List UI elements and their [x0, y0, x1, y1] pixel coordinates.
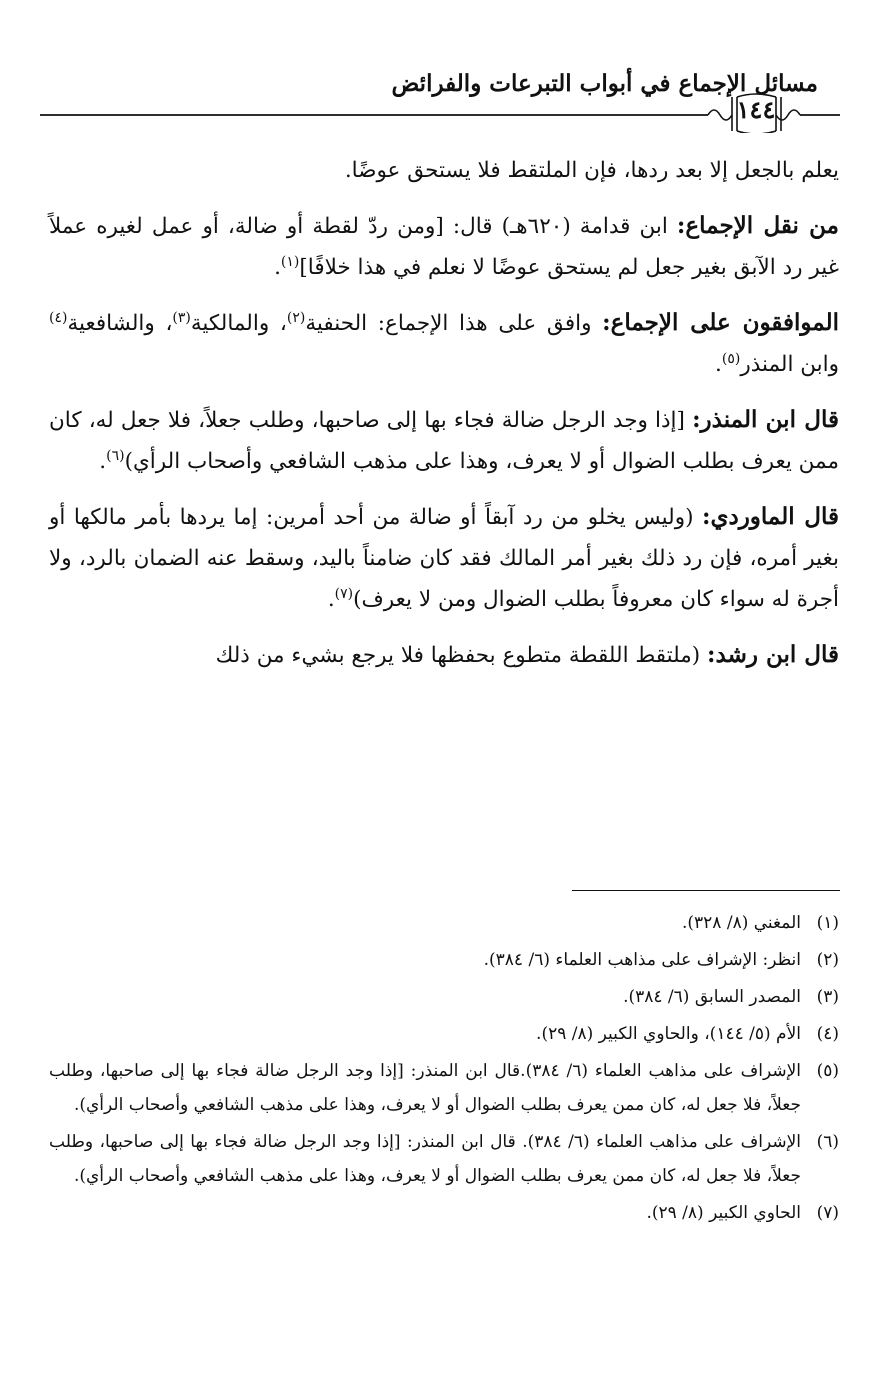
paragraph	[49, 634, 839, 676]
paragraph-text: وابن المنذر	[740, 352, 839, 377]
footnote-item	[49, 1054, 839, 1122]
footnote-ref[interactable]: (٤)	[49, 309, 68, 326]
footnote-text: المغني (٨/ ٣٢٨).	[681, 913, 801, 933]
section-lead: قال الماوردي:	[701, 503, 839, 530]
footnote-text: المصدر السابق (٦/ ٣٨٤).	[623, 987, 801, 1007]
footnote-number: (٧)	[816, 1203, 839, 1223]
footnote-number: (٥)	[816, 1061, 839, 1081]
footnote-number: (٤)	[816, 1024, 839, 1044]
footnote-ref[interactable]: (٥)	[721, 350, 741, 367]
footnote-item	[49, 1125, 839, 1193]
paragraph	[49, 302, 839, 385]
paragraph-end: .	[274, 255, 281, 280]
paragraph-text: [إذا وجد الرجل ضالة فجاء بها إلى صاحبها، وطلب جعلاً، فلا جعل له، كان ممن يعرف بطلب الضوال أو لا يعرف، وهذا على مذهب الشافعي وأصحاب الرأي)	[49, 408, 839, 474]
paragraph-text: وافق على هذا الإجماع: الحنفية	[305, 311, 603, 336]
footnote-ref[interactable]: (٣)	[172, 309, 191, 326]
running-title: مسائل الإجماع في أبواب التبرعات والفرائض	[391, 70, 818, 97]
page-number: ١٤٤	[736, 95, 776, 124]
footnote-text: الإشراف على مذاهب العلماء (٦/ ٣٨٤).قال ابن المنذر: [إذا وجد الرجل ضالة فجاء بها إلى صاحبها، وطلب جعلاً، فلا جعل له، كان ممن يعرف بطلب الضوال أو لا يعرف، وهذا على مذهب الشافعي وأصحاب الرأي).	[49, 1061, 801, 1115]
section-lead: قال ابن المنذر:	[692, 406, 839, 433]
footnote-ref[interactable]: (٢)	[286, 309, 306, 326]
footnote-number: (٦)	[816, 1132, 839, 1152]
footnote-divider	[572, 890, 840, 891]
footnote-item	[49, 1196, 839, 1230]
section-lead: الموافقون على الإجماع:	[602, 309, 840, 336]
footnote-ref[interactable]: (٦)	[106, 447, 125, 464]
main-text	[49, 150, 839, 690]
paragraph-end: .	[327, 587, 335, 612]
footnote-ref[interactable]: (٧)	[334, 585, 354, 602]
paragraph-text: ابن قدامة (٦٢٠هـ) قال: [ومن ردّ لقطة أو ضالة، أو عمل لغيره عملاً غير رد الآبق بغير جعل لم يستحق عوضًا لا نعلم في هذا خلافًا]	[49, 214, 839, 280]
paragraph-text: (وليس يخلو من رد آبقاً أو ضالة من أحد أمرين: إما يردها بأمر مالكها أو بغير أمره، فإن رد ذلك بغير أمر المالك فقد كان ضامناً باليد، وسقط عنه الضمان بالرد، ولا أجرة له سواء كان معروفاً بطلب الضوال ومن لا يعرف)	[49, 505, 839, 612]
footnote-item	[49, 906, 839, 940]
footnote-item	[49, 1017, 839, 1051]
footnote-item	[49, 943, 839, 977]
paragraph-end: .	[715, 352, 722, 377]
footnote-number: (١)	[816, 913, 839, 933]
paragraph	[49, 496, 839, 620]
paragraph-text: ، والمالكية	[190, 311, 287, 336]
section-lead: من نقل الإجماع:	[676, 212, 840, 239]
footnote-item	[49, 980, 839, 1014]
footnote-text: انظر: الإشراف على مذاهب العلماء (٦/ ٣٨٤).	[483, 950, 801, 970]
footnote-text: الأم (٥/ ١٤٤)، والحاوي الكبير (٨/ ٢٩).	[536, 1024, 801, 1044]
paragraph-text: ، والشافعية	[67, 311, 173, 336]
paragraph-text: يعلم بالجعل إلا بعد ردها، فإن الملتقط فلا يستحق عوضًا.	[344, 158, 839, 183]
footnotes	[49, 906, 839, 1233]
paragraph-text: (ملتقط اللقطة متطوع بحفظها فلا يرجع بشيء من ذلك	[215, 643, 708, 668]
footnote-ref[interactable]: (١)	[280, 253, 300, 270]
paragraph	[49, 205, 839, 288]
footnote-text: الإشراف على مذاهب العلماء (٦/ ٣٨٤). قال ابن المنذر: [إذا وجد الرجل ضالة فجاء بها إلى صاحبها، وطلب جعلاً، فلا جعل له، كان ممن يعرف بطلب الضوال أو لا يعرف، وهذا على مذهب الشافعي وأصحاب الرأي).	[49, 1132, 801, 1186]
footnote-number: (٣)	[816, 987, 839, 1007]
paragraph	[49, 399, 839, 482]
paragraph	[49, 150, 839, 191]
footnote-number: (٢)	[816, 950, 839, 970]
paragraph-end: .	[99, 449, 107, 474]
footnote-text: الحاوي الكبير (٨/ ٢٩).	[646, 1203, 801, 1223]
section-lead: قال ابن رشد:	[707, 641, 839, 668]
